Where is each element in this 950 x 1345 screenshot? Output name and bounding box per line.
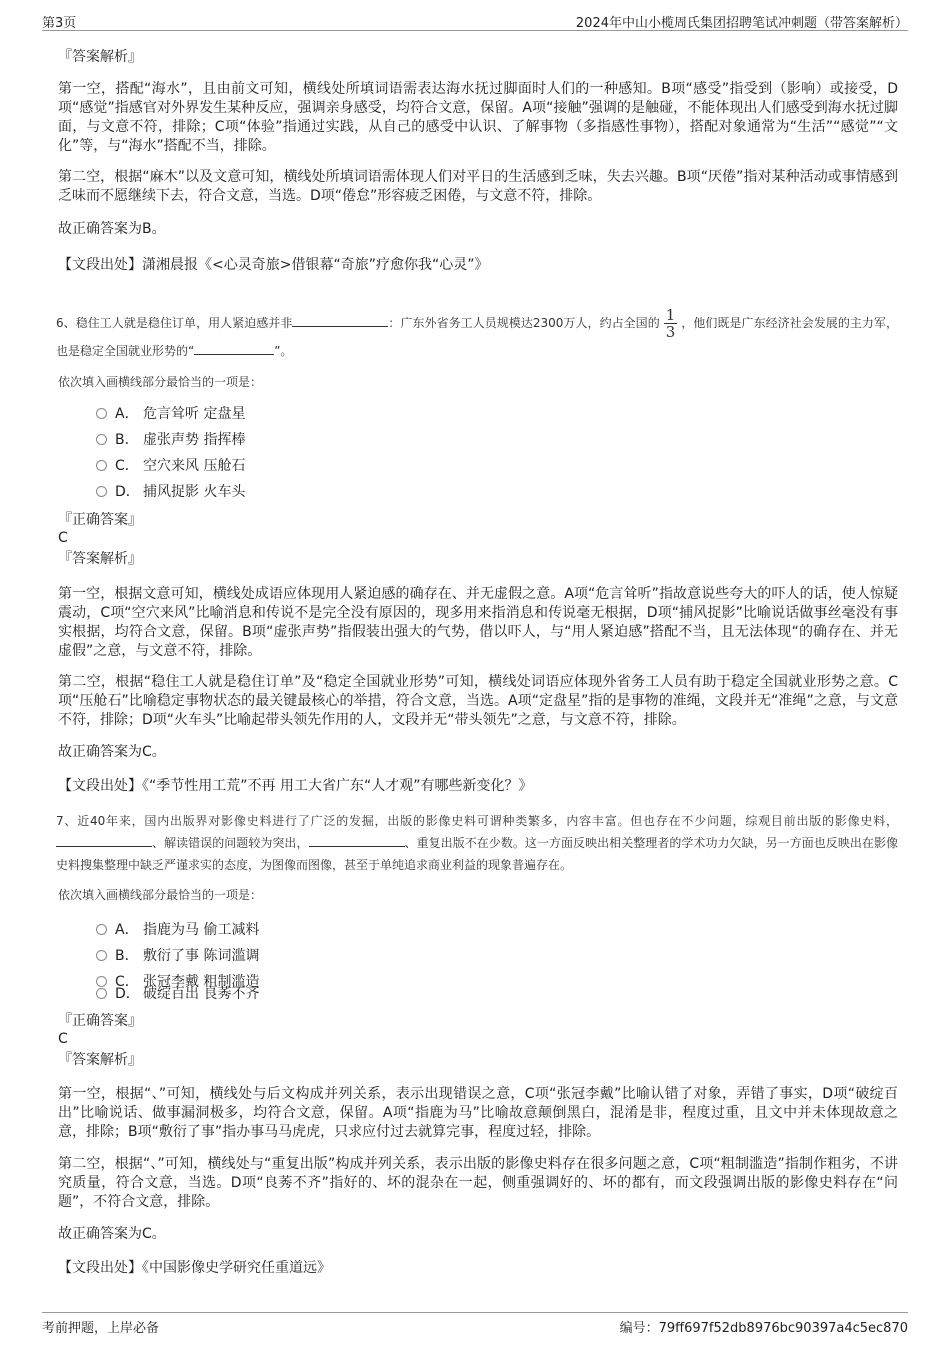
question-hint: 依次填入画横线部分最恰当的一项是： <box>58 375 263 389</box>
answer-value: C <box>58 1031 68 1047</box>
radio-icon[interactable] <box>96 950 107 961</box>
analysis-label: 『答案解析』 <box>58 1052 142 1068</box>
document-id: 编号：79ff697f52db8976bc90397a4c5ec870 <box>619 1321 908 1336</box>
option-d[interactable]: D． 破绽百出 良莠不齐 <box>96 984 259 1004</box>
analysis-paragraph: 第二空，根据“稳住工人就是稳住订单”及“稳定全国就业形势”可知，横线处词语应体现外省务工人员有助于稳定全国就业形势之意。C项“压舱石”比喻稳定事物状态的最关键最核心的举措，符合文意，当选。A项“定盘星”指的是事物的准绳，文段并无“准绳”之意，与文意不符，排除；D项“火车头”比喻起带头领先作用的人，文段并无“带头领先”之意，与文意不符，排除。 <box>58 674 898 728</box>
source-citation: 【文段出处】潇湘晨报《<心灵奇旅>借银幕“奇旅”疗愈你我“心灵”》 <box>58 257 489 273</box>
option-b[interactable]: B． 敷衍了事 陈词滥调 <box>96 946 259 966</box>
option-a[interactable]: A． 危言耸听 定盘星 <box>96 404 245 424</box>
radio-icon[interactable] <box>96 988 107 999</box>
answer-value: C <box>58 530 68 546</box>
analysis-paragraph: 第二空，根据“麻木”以及文意可知，横线处所填词语需体现人们对平日的生活感到乏味，失去兴趣。B项“厌倦”指对某种活动或事情感到乏味而不愿继续下去，符合文意，当选。D项“倦怠”形容疲乏困倦，与文意不符，排除。 <box>58 169 898 204</box>
analysis-label: 『答案解析』 <box>58 49 142 65</box>
fraction: $\frac{1}{3}$ <box>665 306 676 341</box>
document-title: 2024年中山小榄周氏集团招聘笔试冲刺题（带答案解析） <box>575 16 908 31</box>
fill-blank <box>194 342 274 355</box>
footer-slogan: 考前押题，上岸必备 <box>42 1321 160 1336</box>
option-a[interactable]: A． 指鹿为马 偷工减料 <box>96 920 259 940</box>
conclusion: 故正确答案为C。 <box>58 744 166 760</box>
fill-blank <box>292 314 388 327</box>
page-header <box>42 6 908 31</box>
option-b[interactable]: B． 虚张声势 指挥棒 <box>96 430 245 450</box>
analysis-label: 『答案解析』 <box>58 551 142 567</box>
analysis-paragraph: 第一空，根据文意可知，横线处成语应体现用人紧迫感的确存在、并无虚假之意。A项“危言耸听”指故意说些夸大的吓人的话，使人惊疑震动，C项“空穴来风”比喻消息和传说不是完全没有原因的，现多用来指消息和传说毫无根据，D项“捕风捉影”比喻说话做事丝毫没有事实根据，均符合文意，保留。B项“虚张声势”指假装出强大的气势，借以吓人，与“用人紧迫感”搭配不当，且无法体现“的确存在、并无虚假”之意，与文意不符，排除。 <box>58 586 898 659</box>
analysis-paragraph: 第一空，根据“、”可知，横线处与后文构成并列关系，表示出现错误之意，C项“张冠李戴”比喻认错了对象，弄错了事实，D项“破绽百出”比喻说话、做事漏洞极多，均符合文意，保留。A项“指鹿为马”比喻故意颠倒黑白，混淆是非，程度过重，且文中并未体现故意之意，排除；B项“敷衍了事”指办事马马虎虎，只求应付过去就算完事，程度过轻，排除。 <box>58 1086 898 1140</box>
answer-label: 『正确答案』 <box>58 1013 142 1029</box>
conclusion: 故正确答案为B。 <box>58 221 166 237</box>
question-7-stem: 7、近40年来，国内出版界对影像史料进行了广泛的发掘，出版的影像史料可谓种类繁多，内容丰富。但也存在不少问题，综观目前出版的影像史料，、解读错误的问题较为突出， 、重复出版不在少数。这一方面反映出相关整理者的学术功力欠缺，另一方面也反映出在影像史料搜集整理中缺乏严谨求实的态度，为图像而图像，甚至于单纯追求商业利益的现象普遍存在。 <box>56 814 898 872</box>
page-footer <box>42 1312 908 1339</box>
radio-icon[interactable] <box>96 460 107 471</box>
option-c[interactable]: C． 张冠李戴 粗制滥造 <box>96 972 259 992</box>
analysis-paragraph: 第二空，根据“、”可知，横线处与“重复出版”构成并列关系，表示出版的影像史料存在很多问题之意，C项“粗制滥造”指制作粗劣，不讲究质量，符合文意，当选。D项“良莠不齐”指好的、坏的混杂在一起，侧重强调好的、坏的都有，而文段强调出版的影像史料存在“问题”，不符合文意，排除。 <box>58 1156 898 1210</box>
question-6-stem: 6、稳住工人就是稳住订单，用人紧迫感并非 ：广东外省务工人员规模达2300万人，约占全国的 $\frac{1}{3}$ ，他们既是广东经济社会发展的主力军，也是稳定全国就业形势的“ ”。 <box>56 306 898 358</box>
radio-icon[interactable] <box>96 408 107 419</box>
option-c[interactable]: C． 空穴来风 压舱石 <box>96 456 245 476</box>
page-number: 第3页 <box>42 16 77 31</box>
question-hint: 依次填入画横线部分最恰当的一项是： <box>58 888 263 902</box>
source-citation: 【文段出处】《“季节性用工荒”不再 用工大省广东“人才观”有哪些新变化？》 <box>58 778 533 794</box>
fill-blank <box>309 834 405 847</box>
option-d[interactable]: D． 捕风捉影 火车头 <box>96 482 245 502</box>
source-citation: 【文段出处】《中国影像史学研究任重道远》 <box>58 1260 331 1276</box>
radio-icon[interactable] <box>96 486 107 497</box>
radio-icon[interactable] <box>96 924 107 935</box>
conclusion: 故正确答案为C。 <box>58 1226 166 1242</box>
analysis-paragraph: 第一空，搭配“海水”，且由前文可知，横线处所填词语需表达海水抚过脚面时人们的一种感知。B项“感受”指受到（影响）或接受，D项“感觉”指感官对外界发生某种反应，强调亲身感受，均符合文意，保留。A项“接触”强调的是触碰，不能体现出人们感受到海水抚过脚面，与文意不符，排除；C项“体验”指通过实践，从自己的感受中认识、了解事物（多指感性事物），搭配对象通常为“生活”“感觉”“文化”等，与“海水”搭配不当，排除。 <box>58 81 898 154</box>
fill-blank <box>56 834 152 847</box>
answer-label: 『正确答案』 <box>58 512 142 528</box>
radio-icon[interactable] <box>96 434 107 445</box>
